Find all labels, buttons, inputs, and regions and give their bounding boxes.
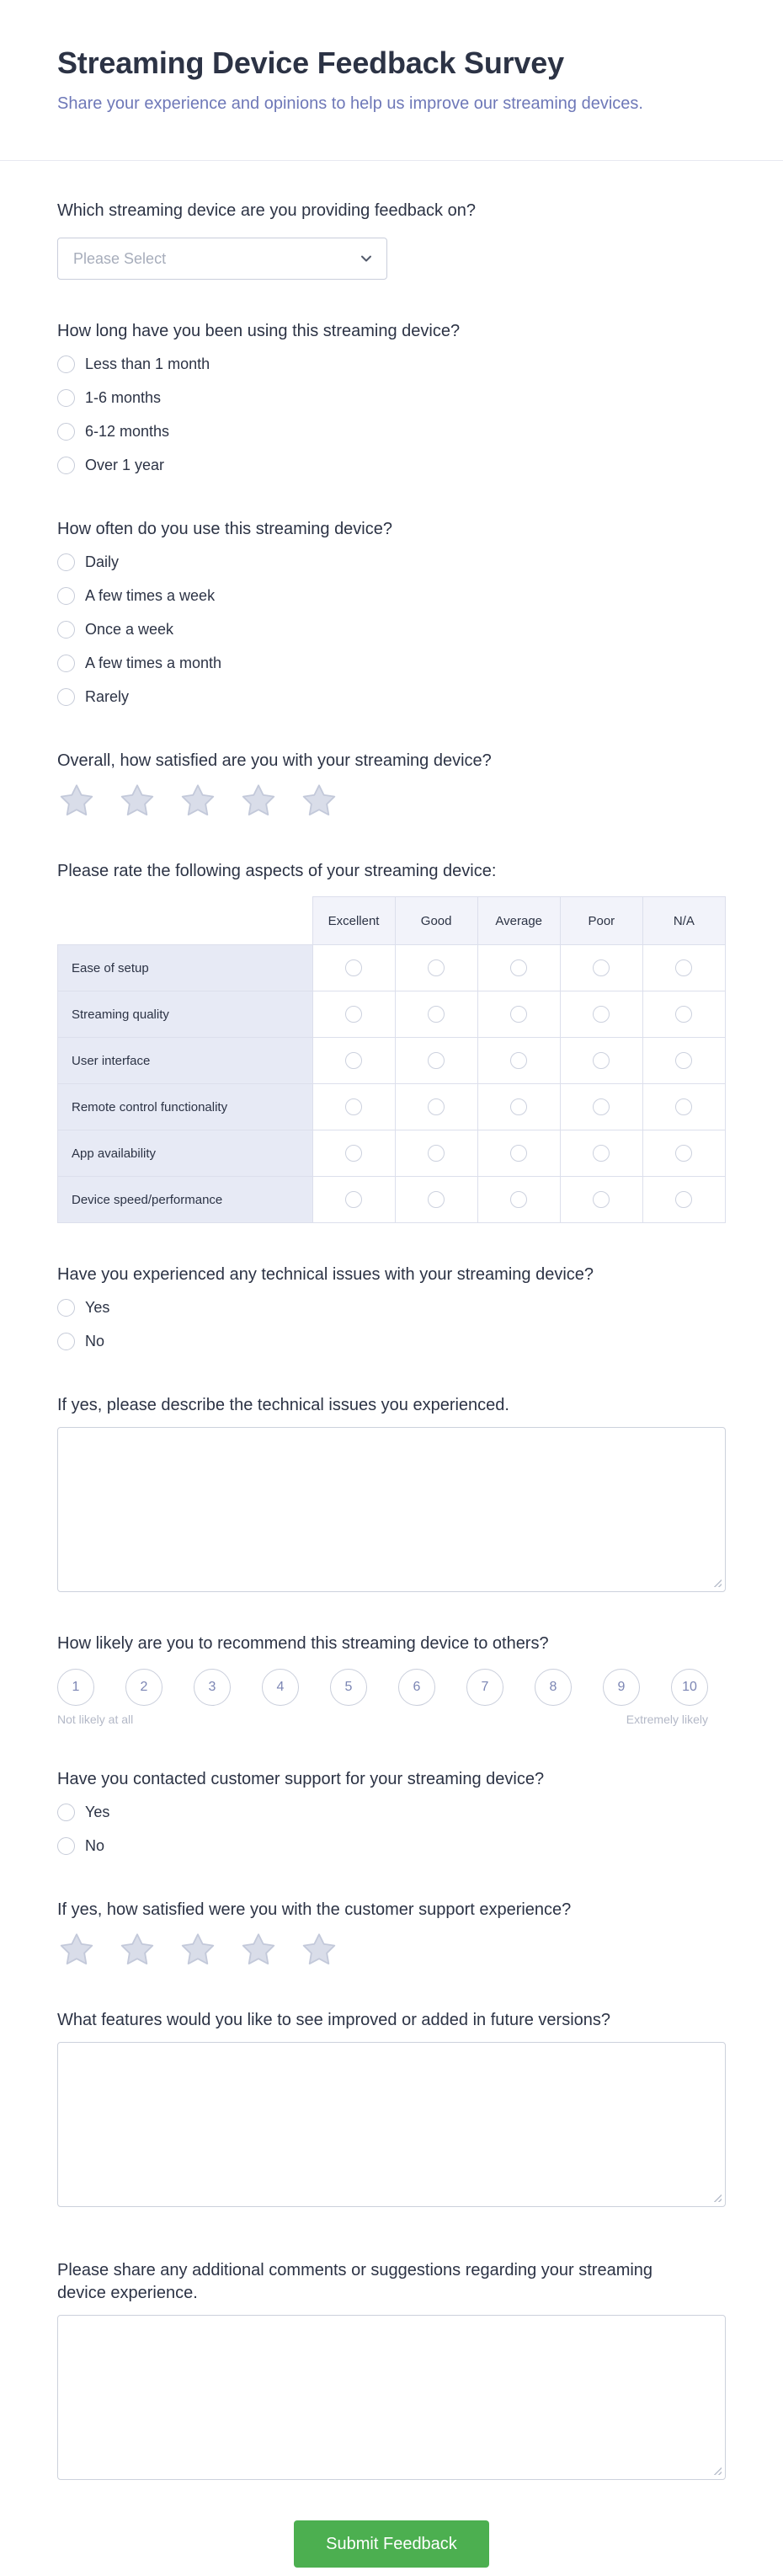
question-overall-satisfaction <box>57 750 726 820</box>
radio-option-label: Yes <box>85 1298 110 1316</box>
textarea-wrap <box>57 2315 726 2480</box>
matrix-cell[interactable] <box>477 1130 560 1177</box>
matrix-cell[interactable] <box>312 1130 395 1177</box>
radio-option-label: Rarely <box>85 687 130 705</box>
radio-button[interactable] <box>593 1145 610 1162</box>
matrix-cell[interactable] <box>312 991 395 1038</box>
star-icon[interactable] <box>178 1932 217 1969</box>
question-label: What features would you like to see improved or added in future versions? <box>57 2011 611 2029</box>
question-label: Have you contacted customer support for your streaming device? <box>57 1770 545 1788</box>
select-placeholder: Please Select <box>73 249 167 267</box>
scale-row <box>57 1669 708 1706</box>
scale-option-number: 6 <box>413 1680 421 1694</box>
matrix-column-header: Poor <box>560 897 642 945</box>
star-icon[interactable] <box>118 1932 157 1969</box>
radio-button[interactable] <box>345 959 362 976</box>
radio-button[interactable] <box>345 1006 362 1023</box>
radio-button[interactable] <box>428 959 445 976</box>
radio-button[interactable] <box>675 1191 692 1208</box>
radio-option[interactable] <box>57 385 726 410</box>
radio-option[interactable] <box>57 617 726 642</box>
radio-option-label: Daily <box>85 553 120 570</box>
matrix-cell[interactable] <box>560 1177 642 1223</box>
radio-button[interactable] <box>57 457 75 474</box>
matrix-row <box>58 945 726 991</box>
star-icon[interactable] <box>57 1932 96 1969</box>
technical-issues-textarea[interactable] <box>57 1427 726 1592</box>
radio-option-label: No <box>85 1836 105 1854</box>
textarea-wrap <box>57 2042 726 2207</box>
matrix-cell[interactable] <box>312 1084 395 1130</box>
star-icon[interactable] <box>300 1932 338 1969</box>
radio-option-label: No <box>85 1332 105 1349</box>
matrix-cell[interactable] <box>395 1038 477 1084</box>
matrix-cell[interactable] <box>312 945 395 991</box>
question-label: How likely are you to recommend this streaming device to others? <box>57 1634 549 1653</box>
scale-option-number: 7 <box>481 1680 489 1694</box>
scale-min-label: Not likely at all <box>57 1713 134 1726</box>
radio-button[interactable] <box>57 655 75 672</box>
form-header <box>0 0 783 115</box>
matrix-cell[interactable] <box>395 945 477 991</box>
form-title: Streaming Device Feedback Survey <box>57 45 564 80</box>
matrix-cell[interactable] <box>395 1084 477 1130</box>
rating-matrix <box>57 896 726 1223</box>
radio-button[interactable] <box>428 1098 445 1115</box>
scale-option-number: 10 <box>682 1680 697 1694</box>
radio-button[interactable] <box>57 1299 75 1317</box>
matrix-cell[interactable] <box>642 991 725 1038</box>
radio-option[interactable] <box>57 684 726 709</box>
radio-button[interactable] <box>675 1145 692 1162</box>
matrix-column-header: Excellent <box>312 897 395 945</box>
matrix-row <box>58 1177 726 1223</box>
comments-textarea[interactable] <box>57 2315 726 2480</box>
question-label: If yes, how satisfied were you with the customer support experience? <box>57 1900 572 1919</box>
question-usage-duration <box>57 320 726 478</box>
matrix-row-label: Remote control functionality <box>58 1084 313 1130</box>
matrix-cell[interactable] <box>477 1084 560 1130</box>
radio-button[interactable] <box>428 1145 445 1162</box>
radio-button[interactable] <box>57 621 75 639</box>
radio-button[interactable] <box>675 1052 692 1069</box>
matrix-cell[interactable] <box>395 991 477 1038</box>
scale-option-number: 5 <box>344 1680 353 1694</box>
matrix-row <box>58 1130 726 1177</box>
matrix-cell[interactable] <box>560 991 642 1038</box>
scale-option[interactable] <box>194 1669 231 1706</box>
form-body <box>0 200 783 2576</box>
question-label: How long have you been using this streaming device? <box>57 322 461 340</box>
matrix-row <box>58 1084 726 1130</box>
radio-button[interactable] <box>510 1145 527 1162</box>
scale-option[interactable] <box>125 1669 162 1706</box>
matrix-cell[interactable] <box>395 1130 477 1177</box>
radio-button[interactable] <box>593 1191 610 1208</box>
matrix-cell[interactable] <box>477 1177 560 1223</box>
form-subtitle: Share your experience and opinions to help us improve our streaming devices. <box>57 94 643 113</box>
matrix-cell[interactable] <box>560 1130 642 1177</box>
matrix-cell[interactable] <box>395 1177 477 1223</box>
header-divider <box>0 160 783 161</box>
question-label: Have you experienced any technical issues with your streaming device? <box>57 1265 594 1284</box>
radio-option-label: 6-12 months <box>85 422 170 440</box>
matrix-cell[interactable] <box>642 1084 725 1130</box>
matrix-column-header: N/A <box>642 897 725 945</box>
device-select[interactable] <box>57 238 387 280</box>
radio-option-label: A few times a month <box>85 654 222 671</box>
radio-button[interactable] <box>510 1191 527 1208</box>
radio-option[interactable] <box>57 583 726 608</box>
star-icon[interactable] <box>178 783 217 820</box>
radio-option-label: Over 1 year <box>85 456 165 473</box>
star-icon[interactable] <box>239 1932 278 1969</box>
matrix-row-label: User interface <box>58 1038 313 1084</box>
scale-option[interactable] <box>671 1669 708 1706</box>
radio-group <box>57 549 726 709</box>
submit-row <box>57 2520 726 2576</box>
chevron-down-icon <box>358 250 375 267</box>
scale-labels <box>57 1713 708 1726</box>
scale-option-number: 9 <box>617 1680 626 1694</box>
star-rating <box>57 1932 726 1969</box>
radio-button[interactable] <box>428 1052 445 1069</box>
matrix-cell[interactable] <box>560 1084 642 1130</box>
question-label: Please share any additional comments or suggestions regarding your streaming device experience. <box>57 2261 653 2302</box>
radio-option[interactable] <box>57 351 726 377</box>
question-device <box>57 200 726 280</box>
radio-button[interactable] <box>675 1098 692 1115</box>
question-label: Please rate the following aspects of your streaming device: <box>57 862 497 880</box>
radio-option[interactable] <box>57 1295 726 1320</box>
matrix-cell[interactable] <box>312 1177 395 1223</box>
radio-option-label: Yes <box>85 1803 110 1820</box>
radio-button[interactable] <box>57 1804 75 1821</box>
matrix-row-label: Device speed/performance <box>58 1177 313 1223</box>
radio-option-label: Less than 1 month <box>85 355 210 372</box>
radio-button[interactable] <box>593 959 610 976</box>
radio-button[interactable] <box>510 1006 527 1023</box>
radio-button[interactable] <box>428 1006 445 1023</box>
matrix-cell[interactable] <box>642 1130 725 1177</box>
matrix-column-header: Good <box>395 897 477 945</box>
radio-button[interactable] <box>510 959 527 976</box>
radio-button[interactable] <box>345 1098 362 1115</box>
matrix-cell[interactable] <box>560 1038 642 1084</box>
radio-button[interactable] <box>57 423 75 441</box>
radio-option[interactable] <box>57 452 726 478</box>
matrix-row-label: App availability <box>58 1130 313 1177</box>
matrix-row <box>58 1038 726 1084</box>
radio-button[interactable] <box>675 1006 692 1023</box>
radio-option-label: 1-6 months <box>85 388 162 406</box>
radio-group <box>57 351 726 478</box>
question-recommendation <box>57 1633 726 1728</box>
question-label: Which streaming device are you providing feedback on? <box>57 201 476 220</box>
radio-group <box>57 1799 726 1858</box>
matrix-cell[interactable] <box>560 945 642 991</box>
radio-button[interactable] <box>510 1052 527 1069</box>
question-technical-issues <box>57 1264 726 1354</box>
question-feature-requests <box>57 2009 726 2207</box>
matrix-cell[interactable] <box>642 1038 725 1084</box>
question-support-satisfaction <box>57 1899 726 1969</box>
scale-option[interactable] <box>466 1669 503 1706</box>
star-icon[interactable] <box>118 783 157 820</box>
star-icon[interactable] <box>239 783 278 820</box>
radio-button[interactable] <box>57 389 75 407</box>
scale-option-number: 3 <box>208 1680 216 1694</box>
radio-option-label: A few times a week <box>85 586 216 604</box>
radio-option[interactable] <box>57 1328 726 1354</box>
scale-option[interactable] <box>398 1669 435 1706</box>
radio-option-label: Once a week <box>85 620 174 638</box>
question-label: Overall, how satisfied are you with your streaming device? <box>57 751 492 770</box>
scale-option[interactable] <box>262 1669 299 1706</box>
radio-button[interactable] <box>510 1098 527 1115</box>
radio-option[interactable] <box>57 419 726 444</box>
matrix-cell[interactable] <box>477 991 560 1038</box>
scale-option[interactable] <box>603 1669 640 1706</box>
scale-option-number: 2 <box>140 1680 148 1694</box>
matrix-row-label: Streaming quality <box>58 991 313 1038</box>
radio-button[interactable] <box>57 355 75 373</box>
radio-button[interactable] <box>593 1052 610 1069</box>
radio-group <box>57 1295 726 1354</box>
radio-button[interactable] <box>593 1006 610 1023</box>
radio-button[interactable] <box>428 1191 445 1208</box>
matrix-cell[interactable] <box>642 1177 725 1223</box>
star-icon[interactable] <box>57 783 96 820</box>
scale-option[interactable] <box>535 1669 572 1706</box>
matrix-cell[interactable] <box>312 1038 395 1084</box>
matrix-cell[interactable] <box>642 945 725 991</box>
question-usage-frequency <box>57 518 726 709</box>
radio-option[interactable] <box>57 549 726 575</box>
question-additional-comments <box>57 2259 726 2480</box>
matrix-column-header: Average <box>477 897 560 945</box>
question-label: How often do you use this streaming device? <box>57 520 392 538</box>
radio-button[interactable] <box>57 688 75 706</box>
submit-button[interactable]: Submit Feedback <box>294 2520 489 2568</box>
recommend-scale <box>57 1669 708 1726</box>
radio-button[interactable] <box>675 959 692 976</box>
matrix-row-label: Ease of setup <box>58 945 313 991</box>
scale-max-label: Extremely likely <box>626 1713 708 1726</box>
radio-button[interactable] <box>57 587 75 605</box>
star-rating <box>57 783 726 820</box>
question-label: If yes, please describe the technical issues you experienced. <box>57 1396 509 1414</box>
matrix-header-row <box>58 897 726 945</box>
scale-option-number: 4 <box>276 1680 285 1694</box>
radio-button[interactable] <box>345 1052 362 1069</box>
radio-button[interactable] <box>57 553 75 571</box>
features-textarea[interactable] <box>57 2042 726 2207</box>
scale-option[interactable] <box>330 1669 367 1706</box>
question-technical-issues-detail <box>57 1394 726 1592</box>
radio-option[interactable] <box>57 650 726 676</box>
scale-option-number: 8 <box>549 1680 557 1694</box>
matrix-cell[interactable] <box>477 1038 560 1084</box>
radio-button[interactable] <box>57 1333 75 1350</box>
radio-button[interactable] <box>345 1191 362 1208</box>
radio-button[interactable] <box>593 1098 610 1115</box>
matrix-corner-cell <box>58 897 313 945</box>
radio-option[interactable] <box>57 1799 726 1825</box>
radio-button[interactable] <box>57 1837 75 1855</box>
matrix-row <box>58 991 726 1038</box>
radio-option[interactable] <box>57 1833 726 1858</box>
star-icon[interactable] <box>300 783 338 820</box>
question-aspect-ratings <box>57 860 726 1223</box>
textarea-wrap <box>57 1427 726 1592</box>
question-support-contacted <box>57 1768 726 1858</box>
matrix-cell[interactable] <box>477 945 560 991</box>
radio-button[interactable] <box>345 1145 362 1162</box>
scale-option[interactable] <box>57 1669 94 1706</box>
scale-option-number: 1 <box>72 1680 80 1694</box>
